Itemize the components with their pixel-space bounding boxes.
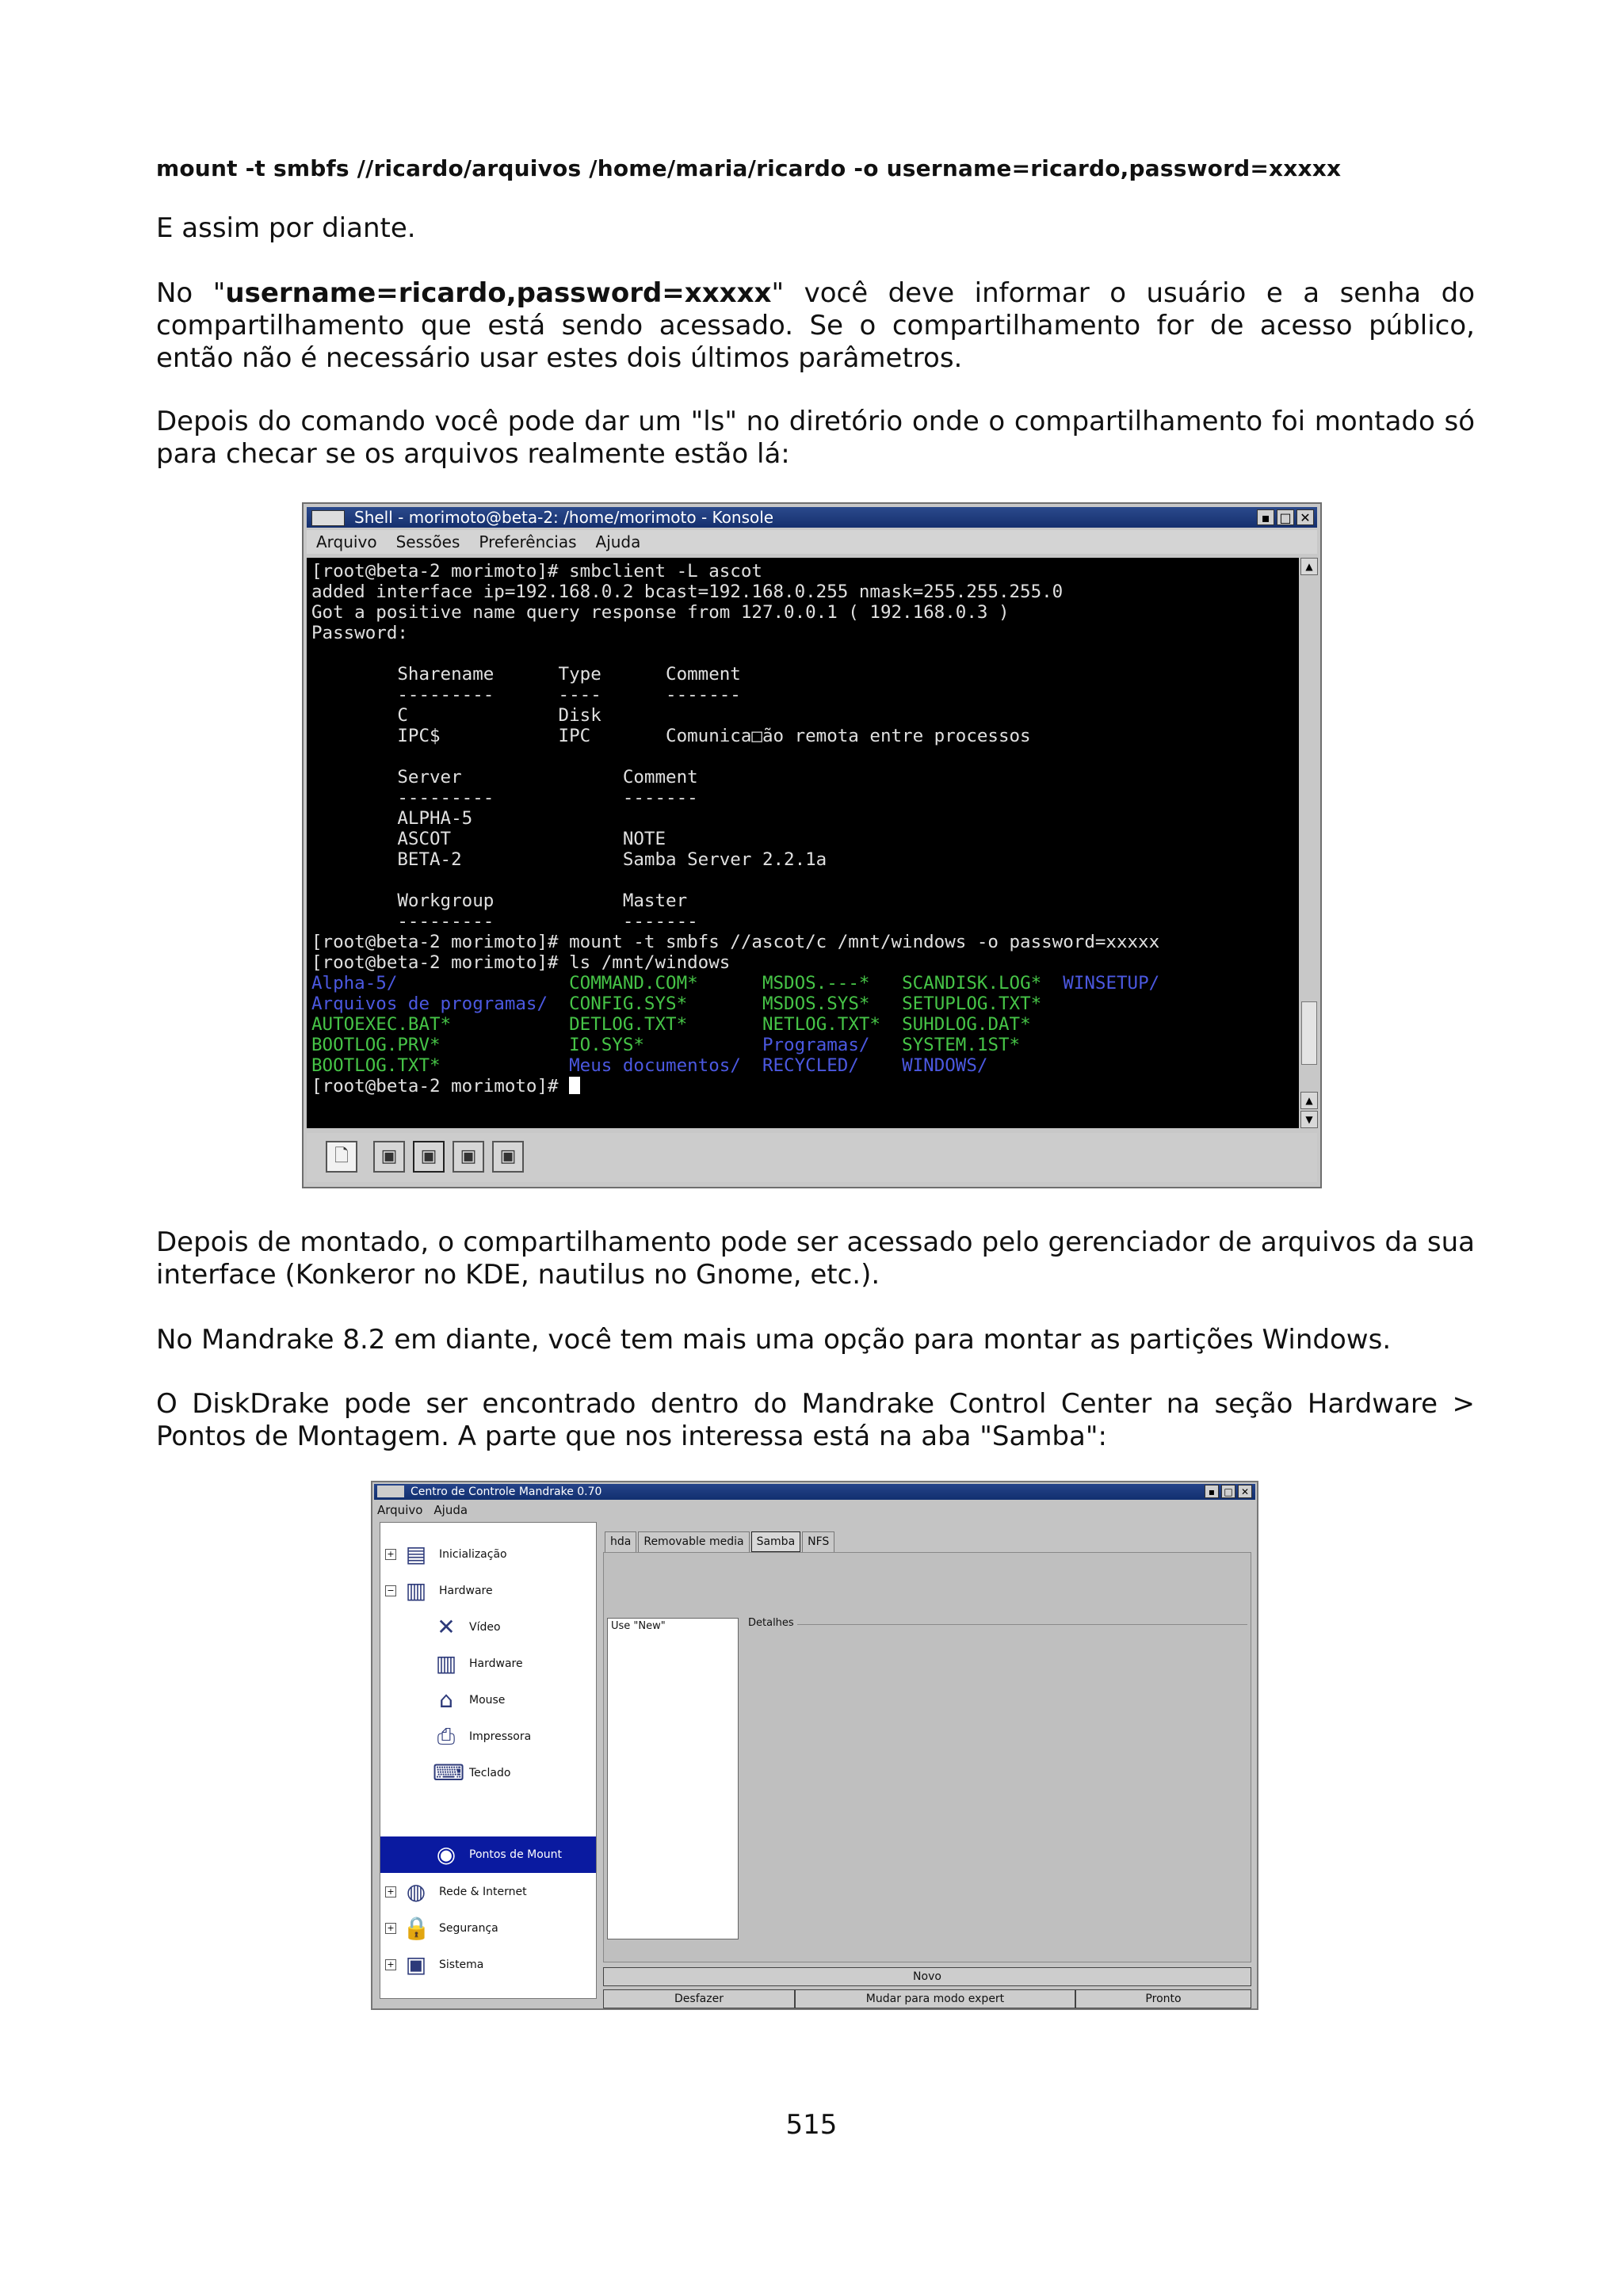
konsole-titlebar [307, 507, 1317, 528]
ls-entry: RECYCLED/ [762, 1055, 859, 1076]
tree-item-video[interactable]: ✕ Vídeo [433, 1610, 501, 1645]
terminal-output[interactable] [307, 558, 1299, 1128]
tree-item-mouse[interactable]: ⌂ Mouse [433, 1683, 505, 1718]
konsole-menubar [307, 530, 1317, 554]
terminal-line: [root@beta-2 morimoto]# smbclient -L ascot [311, 561, 762, 582]
tree-item-sistema[interactable]: + ▣ Sistema [380, 1947, 483, 1982]
ls-entry: Arquivos de programas/ [311, 994, 548, 1014]
terminal-line: --------- ------- [397, 788, 698, 808]
ls-entry: SETUPLOG.TXT* [902, 994, 1042, 1014]
terminal-text [307, 558, 1299, 1100]
hardware-icon: ▥ [405, 1577, 427, 1604]
terminal-prompt: [root@beta-2 morimoto]# [311, 1076, 570, 1097]
terminal-scrollbar[interactable] [1300, 558, 1318, 1128]
menu-preferencias[interactable]: Preferências [479, 532, 577, 551]
tree-item-rede[interactable]: + ◍ Rede & Internet [380, 1875, 527, 1909]
ls-entry: SCANDISK.LOG* [902, 973, 1042, 994]
scroll-up-icon[interactable]: ▲ [1300, 1092, 1318, 1109]
terminal-line: Workgroup Master [397, 891, 688, 911]
menu-ajuda[interactable]: Ajuda [433, 1503, 468, 1517]
terminal-line: added interface ip=192.168.0.2 bcast=192.168.0.255 nmask=255.255.255.0 [311, 582, 1064, 602]
ls-entry: NETLOG.TXT* [762, 1014, 880, 1035]
session-icon[interactable]: ▣ [413, 1141, 445, 1173]
mcc-window [371, 1481, 1258, 2010]
maximize-icon[interactable]: □ [1277, 509, 1294, 525]
maximize-icon[interactable]: □ [1221, 1485, 1235, 1498]
menu-arquivo[interactable]: Arquivo [316, 532, 377, 551]
window-menu-icon[interactable] [377, 1486, 404, 1497]
p2-bold: username=ricardo,password=xxxxx [225, 277, 772, 309]
keyboard-icon: ⌨ [433, 1760, 465, 1786]
ls-row [311, 1035, 1063, 1055]
desfazer-button[interactable]: Desfazer [603, 1989, 795, 2008]
boot-icon: ▤ [405, 1541, 427, 1567]
mcc-menubar [377, 1501, 479, 1519]
menu-sessoes[interactable]: Sessões [395, 532, 460, 551]
ls-entry: WINSETUP/ [1063, 973, 1160, 994]
hardware-icon: ▥ [435, 1650, 457, 1676]
paragraph-1: E assim por diante. [156, 212, 416, 244]
terminal-line: --------- ---- ------- [397, 685, 741, 705]
minimize-icon[interactable]: ▪ [1205, 1485, 1219, 1498]
menu-ajuda[interactable]: Ajuda [595, 532, 641, 551]
tree-item-pontos-de-mount[interactable]: ◉ Pontos de Mount [433, 1837, 562, 1872]
terminal-line: [root@beta-2 morimoto]# ls /mnt/windows [311, 952, 731, 973]
ls-entry: MSDOS.SYS* [762, 994, 870, 1014]
terminal-line: Sharename Type Comment [397, 664, 741, 685]
terminal-line: ALPHA-5 [397, 808, 473, 829]
ls-entry: Programas/ [762, 1035, 870, 1055]
konsole-window [302, 502, 1322, 1188]
tree-item-inicializacao[interactable]: + ▤ Inicialização [380, 1537, 507, 1572]
close-icon[interactable]: ✕ [1238, 1485, 1252, 1498]
command-line: mount -t smbfs //ricardo/arquivos /home/maria/ricardo -o username=ricardo,password=xxxxx [156, 155, 1342, 181]
terminal-line: Server Comment [397, 767, 698, 788]
mcc-titlebar [374, 1484, 1255, 1500]
scroll-down-icon[interactable]: ▼ [1300, 1111, 1318, 1128]
ls-entry: SYSTEM.1ST* [902, 1035, 1021, 1055]
ls-entry: CONFIG.SYS* [569, 994, 688, 1014]
ls-entry: DETLOG.TXT* [569, 1014, 688, 1035]
paragraph-3: Depois do comando você pode dar um "ls" no diretório onde o compartilhamento foi montado só para checar se os arquivos realmente estão lá: [156, 406, 1475, 470]
ls-entry: MSDOS.---* [762, 973, 870, 994]
category-tree [380, 1522, 597, 1999]
terminal-line: C Disk [397, 705, 601, 726]
expert-mode-button[interactable]: Mudar para modo expert [795, 1989, 1075, 2008]
terminal-line: BETA-2 Samba Server 2.2.1a [397, 849, 827, 870]
tree-item-seguranca[interactable]: + 🔒 Segurança [380, 1911, 498, 1946]
tab-hda[interactable]: hda [605, 1531, 636, 1552]
system-icon: ▣ [405, 1951, 427, 1978]
expand-icon[interactable]: + [385, 1923, 396, 1934]
partition-tabs [605, 1531, 834, 1552]
mouse-icon: ⌂ [439, 1687, 453, 1713]
ls-entry: SUHDLOG.DAT* [902, 1014, 1031, 1035]
share-list[interactable] [607, 1618, 739, 1939]
terminal-line: IPC$ IPC Comunica□ão remota entre processos [397, 726, 1031, 746]
ls-entry: AUTOEXEC.BAT* [311, 1014, 452, 1035]
terminal-line: Got a positive name query response from 127.0.0.1 ( 192.168.0.3 ) [311, 602, 1010, 623]
terminal-line: Password: [311, 623, 408, 643]
konsole-toolbar [307, 1133, 1317, 1182]
paragraph-4: Depois de montado, o compartilhamento pode ser acessado pelo gerenciador de arquivos da sua interface (Konkeror no KDE, nautilus no Gnome, etc.). [156, 1226, 1475, 1291]
terminal-line: [root@beta-2 morimoto]# mount -t smbfs //ascot/c /mnt/windows -o password=xxxxx [311, 932, 1160, 952]
page-number: 515 [785, 2109, 838, 2141]
ls-entry: WINDOWS/ [902, 1055, 988, 1076]
details-label: Detalhes [748, 1617, 797, 1629]
new-session-icon[interactable]: 🗋 [326, 1141, 357, 1173]
cursor [569, 1077, 580, 1094]
expand-icon[interactable]: + [385, 1549, 396, 1560]
expand-icon[interactable]: + [385, 1959, 396, 1970]
terminal-line: --------- ------- [397, 911, 698, 932]
ls-entry: BOOTLOG.TXT* [311, 1055, 441, 1076]
selected-row[interactable] [380, 1836, 596, 1873]
session-icon[interactable]: ▣ [373, 1141, 405, 1173]
ls-entry: BOOTLOG.PRV* [311, 1035, 441, 1055]
mcc-title: Centro de Controle Mandrake 0.70 [411, 1486, 602, 1498]
terminal-line: ASCOT NOTE [397, 829, 666, 849]
tree-item-impressora[interactable]: ⎙ Impressora [433, 1719, 531, 1754]
p2-after: " você deve informar o usuário e a senha do compartilhamento que está sendo acessado. Se o compartilhamento for de acesso público, então não é necessário usar estes dois últimos parâmetros. [156, 277, 1476, 374]
ls-entry: Alpha-5/ [311, 973, 398, 994]
session-icon[interactable]: ▣ [492, 1141, 524, 1173]
menu-arquivo[interactable]: Arquivo [377, 1503, 423, 1517]
session-icon[interactable]: ▣ [453, 1141, 484, 1173]
window-menu-icon[interactable] [311, 510, 345, 526]
samba-panel [603, 1552, 1251, 1962]
tab-nfs[interactable]: NFS [802, 1531, 834, 1552]
tree-item-hardware-sub[interactable]: ▥ Hardware [433, 1646, 523, 1681]
minimize-icon[interactable]: ▪ [1257, 509, 1274, 525]
pronto-button[interactable]: Pronto [1075, 1989, 1251, 2008]
share-list-hint: Use "New" [611, 1620, 666, 1632]
ls-entry: Meus documentos/ [569, 1055, 741, 1076]
tab-removable-media[interactable]: Removable media [638, 1531, 749, 1552]
printer-icon: ⎙ [437, 1723, 456, 1749]
close-icon[interactable]: ✕ [1296, 509, 1314, 525]
paragraph-6: O DiskDrake pode ser encontrado dentro do Mandrake Control Center na seção Hardware > Pontos de Montagem. A parte que nos interessa está na aba "Samba": [156, 1388, 1475, 1452]
expand-icon[interactable]: + [385, 1886, 396, 1897]
mount-icon: ◉ [436, 1841, 456, 1867]
ls-entry: COMMAND.COM* [569, 973, 698, 994]
tree-item-hardware[interactable]: − ▥ Hardware [380, 1573, 493, 1608]
tree-item-teclado[interactable]: ⌨ Teclado [433, 1760, 511, 1786]
ls-row [311, 994, 1063, 1014]
paragraph-2 [156, 277, 1475, 375]
video-icon: ✕ [437, 1614, 456, 1640]
novo-button[interactable]: Novo [603, 1967, 1251, 1986]
p2-before: No " [156, 277, 226, 309]
ls-row [311, 1014, 1063, 1035]
collapse-icon[interactable]: − [385, 1585, 396, 1596]
details-group [748, 1617, 1247, 1942]
scroll-up-icon[interactable]: ▲ [1300, 558, 1318, 575]
ls-row [311, 1055, 1063, 1076]
tab-samba[interactable]: Samba [751, 1531, 801, 1552]
scroll-thumb[interactable] [1301, 1001, 1317, 1065]
lock-icon: 🔒 [403, 1915, 430, 1941]
ls-row [311, 973, 1159, 994]
paragraph-5: No Mandrake 8.2 em diante, você tem mais uma opção para montar as partições Windows. [156, 1324, 1392, 1356]
network-icon: ◍ [406, 1878, 426, 1905]
ls-entry: IO.SYS* [569, 1035, 644, 1055]
konsole-title: Shell - morimoto@beta-2: /home/morimoto - Konsole [354, 508, 774, 527]
